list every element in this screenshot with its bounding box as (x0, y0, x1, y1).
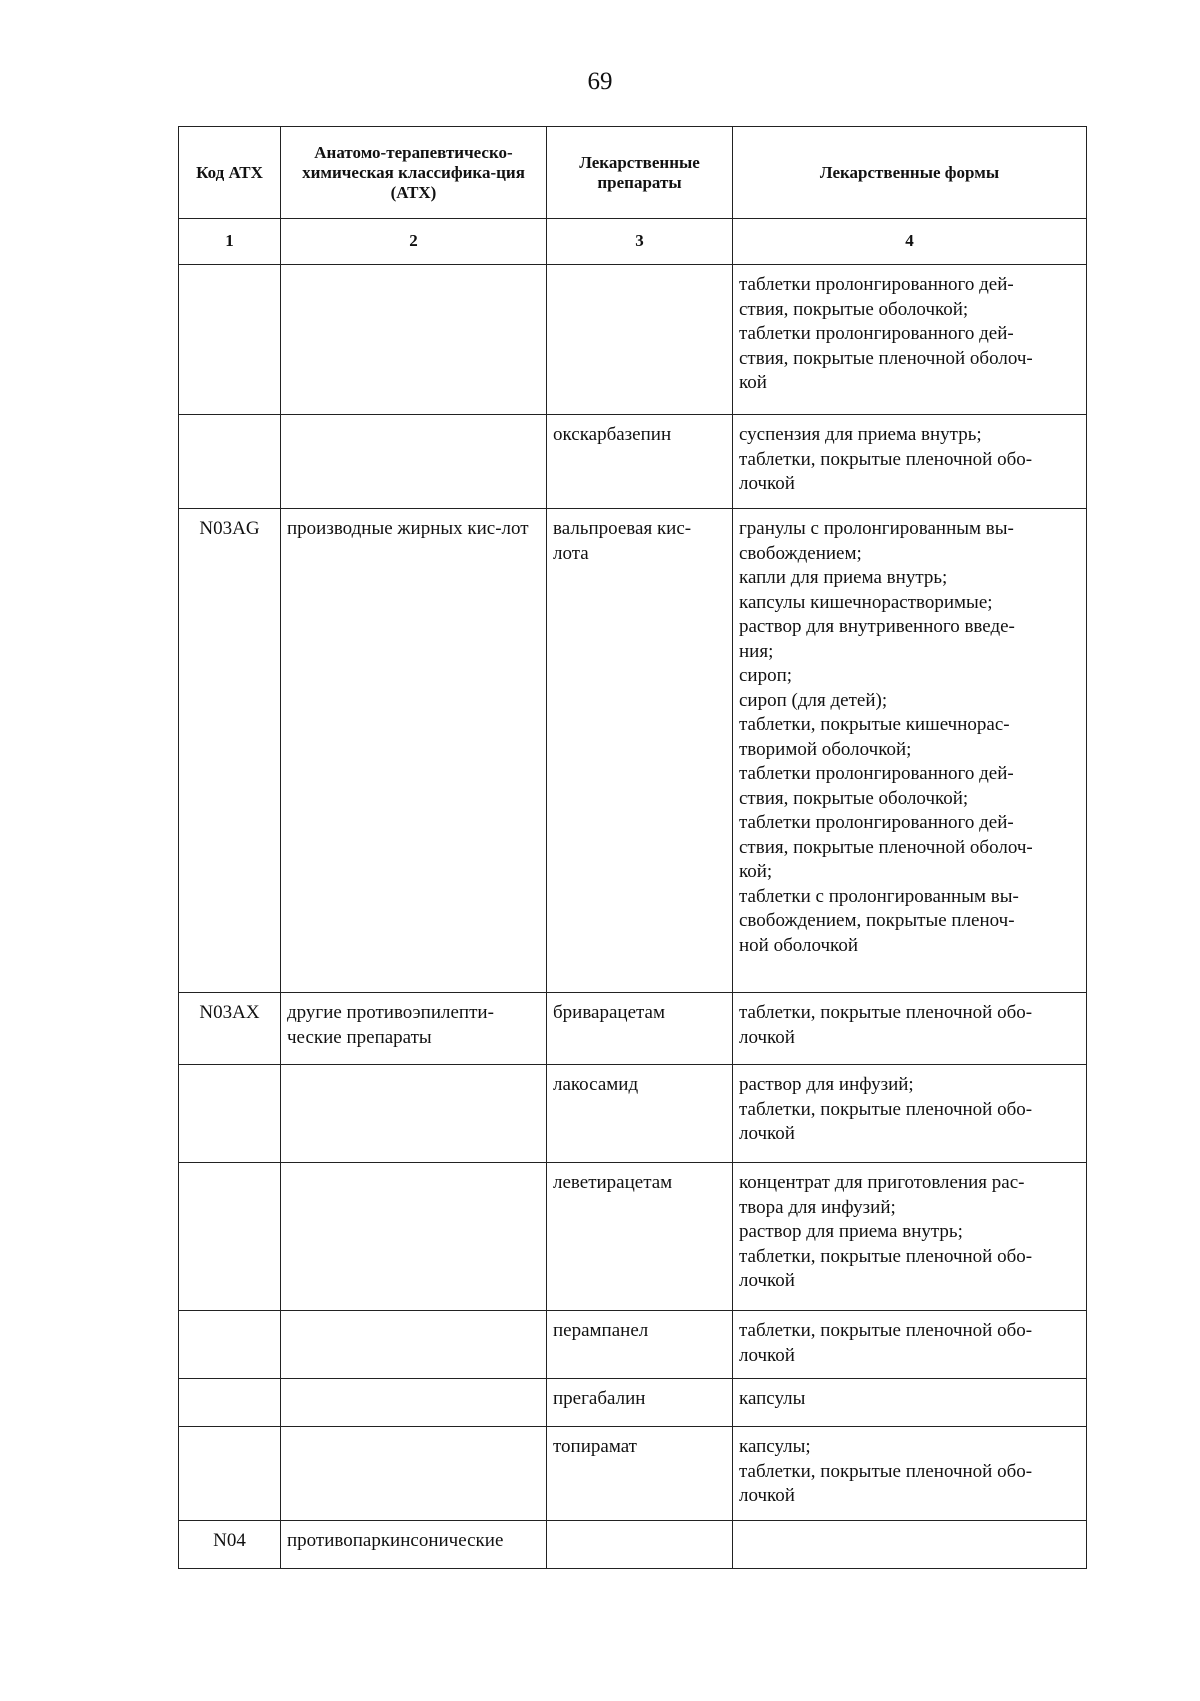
drug-name-cell: окскарбазепин (547, 415, 733, 509)
dosage-forms-cell (733, 1065, 1087, 1163)
atx-code-cell (179, 1065, 281, 1163)
dosage-form-line: гранулы с пролонгированным вы- (739, 518, 1014, 539)
dosage-form-line: сироп; (739, 665, 793, 686)
dosage-form-line: ной оболочкой (739, 934, 858, 956)
drug-name-cell: бриварацетам (547, 993, 733, 1065)
dosage-forms-cell (733, 1379, 1087, 1427)
dosage-form-line: таблетки пролонгированного дей- (739, 763, 1014, 784)
classification-cell (281, 1163, 547, 1311)
atx-code-cell (179, 1311, 281, 1379)
dosage-forms-cell (733, 509, 1087, 993)
dosage-form-line: ния; (739, 640, 774, 662)
drug-name-cell: леветирацетам (547, 1163, 733, 1311)
header-drugs: Лекарственные препараты (547, 127, 733, 219)
atx-code-cell (179, 1379, 281, 1427)
header-code: Код АТХ (179, 127, 281, 219)
classification-cell (281, 1311, 547, 1379)
classification-cell: производные жирных кис-лот (281, 509, 547, 993)
header-forms: Лекарственные формы (733, 127, 1087, 219)
dosage-form-line: капсулы кишечнорастворимые; (739, 591, 993, 613)
atx-code-cell (179, 1427, 281, 1521)
table-header (179, 127, 1087, 265)
atx-code-cell (179, 415, 281, 509)
dosage-form-line: свобождением; (739, 542, 862, 564)
classification-cell (281, 1379, 547, 1427)
dosage-form-line: лочкой (739, 1270, 795, 1291)
table-row (179, 1065, 1087, 1163)
atx-code-cell (179, 1163, 281, 1311)
dosage-form-line: таблетки, покрытые пленочной обо- (739, 1098, 1033, 1120)
classification-cell (281, 415, 547, 509)
table-body (179, 265, 1087, 1569)
dosage-form-line: свобождением, покрытые пленоч- (739, 910, 1015, 931)
dosage-forms-cell (733, 1163, 1087, 1311)
dosage-form-line: ствия, покрытые оболочкой; (739, 298, 969, 320)
classification-cell (281, 265, 547, 415)
dosage-form-line: концентрат для приготовления рас- (739, 1172, 1025, 1193)
atx-code-cell (179, 265, 281, 415)
dosage-form-line: кой; (739, 861, 773, 882)
classification-cell (281, 1427, 547, 1521)
dosage-form-line: таблетки, покрытые пленочной обо- (739, 1002, 1033, 1023)
dosage-form-line: таблетки пролонгированного дей- (739, 274, 1014, 295)
dosage-form-line: таблетки, покрытые пленочной обо- (739, 448, 1033, 470)
table-row (179, 1163, 1087, 1311)
table-row (179, 1379, 1087, 1427)
atx-code-cell: N04 (179, 1521, 281, 1569)
atx-code-cell: N03AX (179, 993, 281, 1065)
dosage-forms-cell (733, 1311, 1087, 1379)
dosage-form-line: твора для инфузий; (739, 1196, 896, 1218)
page-number: 69 (587, 68, 613, 95)
dosage-form-line: капсулы (739, 1388, 806, 1409)
dosage-forms-cell (733, 993, 1087, 1065)
dosage-form-line: таблетки, покрытые пленочной обо- (739, 1460, 1033, 1482)
dosage-form-line: капсулы; (739, 1436, 811, 1457)
dosage-form-line: лочкой (739, 1026, 795, 1048)
drug-name-cell: лакосамид (547, 1065, 733, 1163)
classification-cell: противопаркинсонические (281, 1521, 547, 1569)
drug-name-cell (547, 265, 733, 415)
column-number: 1 (179, 219, 281, 265)
dosage-forms-cell (733, 1427, 1087, 1521)
dosage-forms-cell (733, 265, 1087, 415)
table-row (179, 415, 1087, 509)
classification-cell: другие противоэпилепти-ческие препараты (281, 993, 547, 1065)
column-number: 2 (281, 219, 547, 265)
drug-name-cell (547, 1521, 733, 1569)
dosage-form-line: таблетки с пролонгированным вы- (739, 885, 1019, 907)
dosage-forms-cell (733, 415, 1087, 509)
dosage-form-line: таблетки, покрытые пленочной обо- (739, 1245, 1033, 1267)
dosage-form-line: лочкой (739, 1344, 795, 1366)
column-number-row (179, 219, 1087, 265)
dosage-forms-cell (733, 1521, 1087, 1569)
table-row (179, 509, 1087, 993)
dosage-form-line: таблетки, покрытые пленочной обо- (739, 1320, 1033, 1341)
dosage-form-line: лочкой (739, 1123, 795, 1144)
classification-cell (281, 1065, 547, 1163)
dosage-form-line: ствия, покрытые оболочкой; (739, 787, 969, 809)
drug-name-cell: топирамат (547, 1427, 733, 1521)
dosage-form-line: лочкой (739, 1485, 795, 1506)
dosage-form-line: таблетки, покрытые кишечнорас- (739, 714, 1010, 735)
dosage-form-line: лочкой (739, 473, 795, 494)
atx-table (178, 126, 1087, 1569)
column-number: 4 (733, 219, 1087, 265)
table-row (179, 1521, 1087, 1569)
table-row (179, 1311, 1087, 1379)
dosage-form-line: таблетки пролонгированного дей- (739, 323, 1014, 344)
dosage-form-line: сироп (для детей); (739, 689, 888, 711)
column-number: 3 (547, 219, 733, 265)
atx-code-cell: N03AG (179, 509, 281, 993)
dosage-form-line: раствор для внутривенного введе- (739, 616, 1015, 637)
dosage-form-line: ствия, покрытые пленочной оболоч- (739, 836, 1033, 858)
dosage-form-line: таблетки пролонгированного дей- (739, 812, 1014, 833)
drug-name-cell: вальпроевая кис-лота (547, 509, 733, 993)
table-row (179, 993, 1087, 1065)
header-classification: Анатомо-терапевтическо-химическая классифика-ция (АТХ) (281, 127, 547, 219)
dosage-form-line: кой (739, 372, 767, 393)
dosage-form-line: суспензия для приема внутрь; (739, 424, 982, 445)
dosage-form-line: раствор для приема внутрь; (739, 1221, 963, 1242)
table-row (179, 1427, 1087, 1521)
dosage-form-line: капли для приема внутрь; (739, 567, 948, 588)
dosage-form-line: ствия, покрытые пленочной оболоч- (739, 347, 1033, 369)
drug-name-cell: прегабалин (547, 1379, 733, 1427)
dosage-form-line: раствор для инфузий; (739, 1074, 914, 1095)
dosage-form-line: творимой оболочкой; (739, 738, 912, 760)
table-row (179, 265, 1087, 415)
drug-name-cell: перампанел (547, 1311, 733, 1379)
